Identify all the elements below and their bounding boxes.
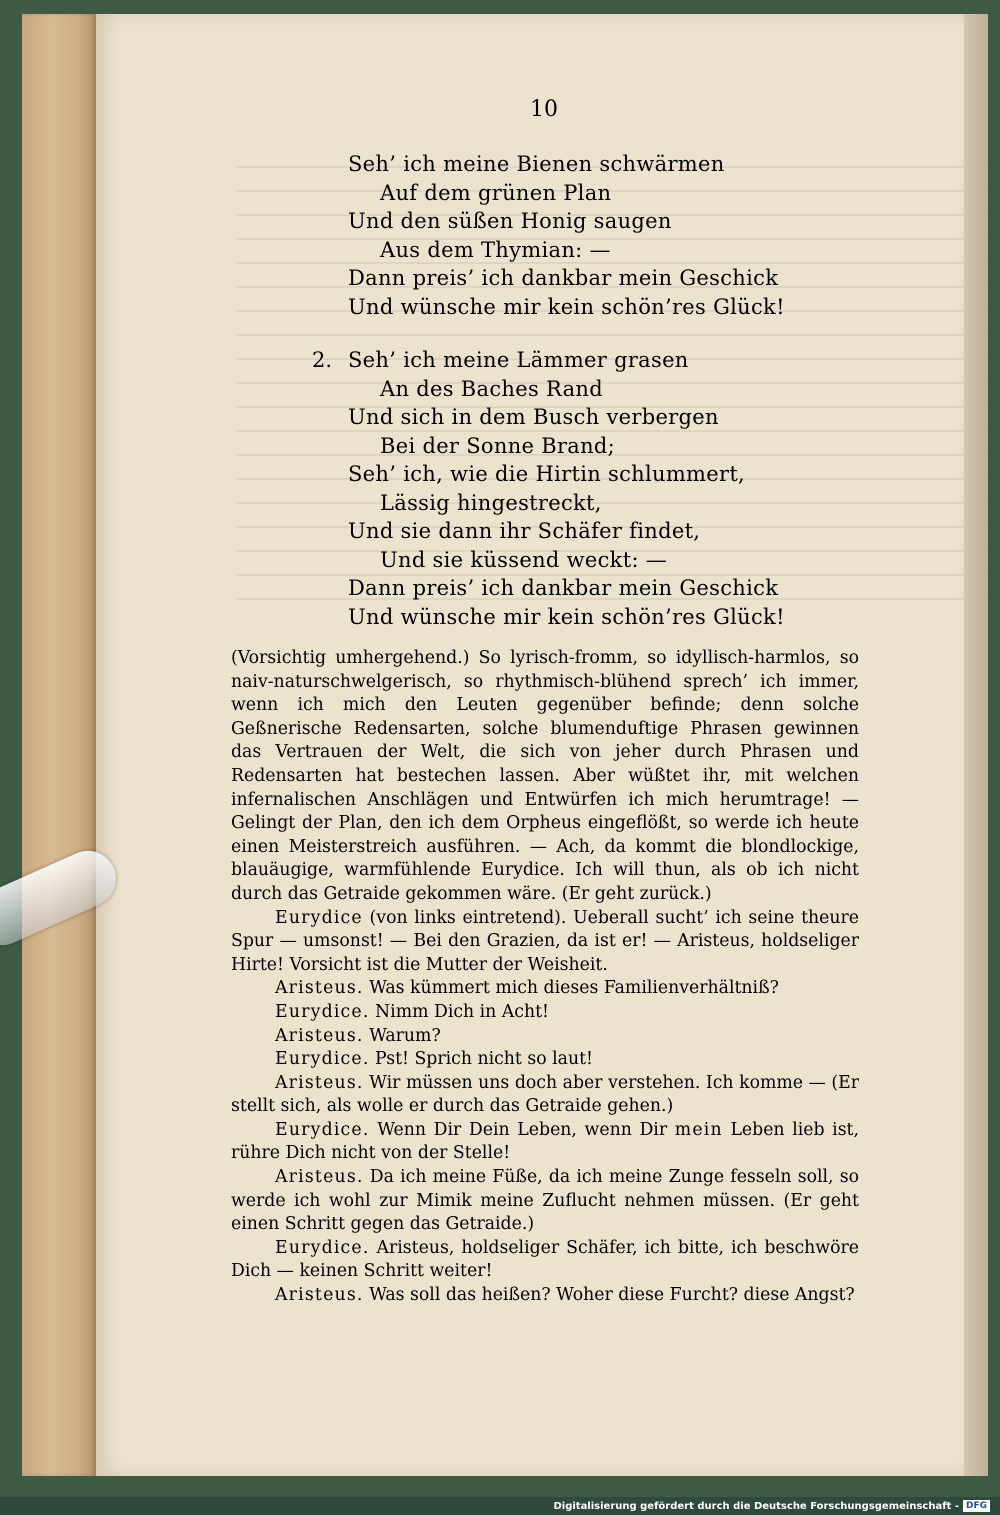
dialogue-text-run: Pst! Sprich nicht so laut! xyxy=(369,1049,593,1070)
dialogue-paragraph xyxy=(231,1048,859,1072)
speaker-name: Aristeus. xyxy=(275,1167,364,1188)
verse-line: Seh’ ich, wie die Hirtin schlummert, xyxy=(348,462,746,486)
verse-line: Dann preis’ ich dankbar mein Geschick xyxy=(348,266,779,290)
dialogue-text-run: (von links eintretend). Ueberall sucht’ ich seine theure Spur — umsonst! — Bei den Grazien, da ist er! — Aristeus, holdseliger Hirte! Vorsicht ist die Mutter der Weisheit. xyxy=(231,907,859,975)
dialogue-paragraph xyxy=(231,1025,859,1049)
speaker-name: Eurydice. xyxy=(275,1237,370,1258)
footer-text: Digitalisierung gefördert durch die Deutsche Forschungsgemeinschaft - xyxy=(553,1500,959,1512)
speaker-name: Aristeus. xyxy=(275,1025,364,1046)
dialogue-paragraph xyxy=(231,647,859,907)
speaker-name: Eurydice xyxy=(275,907,363,928)
verse-stanza-2 xyxy=(348,346,785,631)
verse-line: Aus dem Thymian: — xyxy=(380,237,611,262)
dialogue-text-run: Wir müssen uns doch aber verstehen. Ich komme — (Er stellt sich, als wolle er durch das Getraide gehen.) xyxy=(231,1072,859,1117)
dialogue-text-run: Wenn Dir Dein Leben, wenn Dir xyxy=(369,1119,675,1140)
verse-line: Auf dem grünen Plan xyxy=(380,180,612,205)
dialogue-paragraph xyxy=(231,907,859,978)
digitization-footer xyxy=(553,1499,990,1513)
speaker-name: Aristeus. xyxy=(275,1285,364,1306)
dialogue-text-run: Aristeus, holdseliger Schäfer, ich bitte, ich beschwöre Dich — keinen Schritt weiter! xyxy=(231,1237,859,1282)
page-number: 10 xyxy=(530,97,558,122)
verse-line: Und sie dann ihr Schäfer findet, xyxy=(348,519,701,543)
verse-line: Seh’ ich meine Bienen schwärmen xyxy=(348,152,725,176)
verse-line: Und sie küssend weckt: — xyxy=(380,547,668,572)
dialogue-text-run: Was soll das heißen? Woher diese Furcht? diese Angst? xyxy=(363,1285,855,1306)
dialogue-text-run: Da ich meine Füße, da ich meine Zunge fesseln soll, so werde ich wohl zur Mimik meine Zuflucht nehmen müssen. (Er geht einen Schritt gegen das Getraide.) xyxy=(231,1167,859,1235)
dialogue-text-run: Nimm Dich in Acht! xyxy=(369,1001,549,1022)
verse-line: Und sich in dem Busch verbergen xyxy=(348,405,719,429)
speaker-name: Eurydice. xyxy=(275,1119,370,1140)
dialogue-paragraph xyxy=(231,1072,859,1119)
stanza-number: 2. xyxy=(312,348,333,372)
dialogue-text-run: Warum? xyxy=(363,1025,441,1046)
dialogue-paragraph xyxy=(231,1237,859,1284)
speaker-name: mein xyxy=(674,1119,723,1140)
verse-stanza-1 xyxy=(348,150,785,321)
speaker-name: Eurydice. xyxy=(275,1001,370,1022)
verse-line: Und wünsche mir kein schön’res Glück! xyxy=(348,294,785,319)
verse-line: Bei der Sonne Brand; xyxy=(380,433,616,458)
dialogue-text-run: Leben lieb ist, rühre Dich nicht von der Stelle! xyxy=(231,1119,859,1164)
verse-line: Dann preis’ ich dankbar mein Geschick xyxy=(348,576,779,600)
verse-line: Und wünsche mir kein schön’res Glück! xyxy=(348,604,785,629)
speaker-name: Aristeus. xyxy=(275,978,364,999)
verse-line: An des Baches Rand xyxy=(380,376,603,401)
speaker-name: Eurydice. xyxy=(275,1049,370,1070)
verse-line: Und den süßen Honig saugen xyxy=(348,209,672,233)
verse-line: Lässig hingestreckt, xyxy=(380,490,602,515)
dialogue-paragraph xyxy=(231,1166,859,1237)
dialogue-paragraph xyxy=(231,1001,859,1025)
dialogue-text-run: Was kümmert mich dieses Familienverhältniß? xyxy=(363,978,779,999)
dialogue-paragraph xyxy=(231,977,859,1001)
dfg-logo: DFG xyxy=(963,1500,990,1512)
dialogue-text-run: (Vorsichtig umhergehend.) So lyrisch-fromm, so idyllisch-harmlos, so naiv-naturschwelgerisch, so rhythmisch-blühend sprech’ ich immer, wenn ich mich den Leuten gegenüber befinde; denn solche Geßnerische Redensarten, solche blumenduftige Phrasen gewinnen das Vertrauen der Welt, die sich von jeher durch Phrasen und Redensarten hat bestechen lassen. Aber wüßtet ihr, mit welchen infernalischen Anschlägen und Entwürfen ich mich herumtrage! — Gelingt der Plan, den ich dem Orpheus eingeflößt, so werde ich heute einen Meisterstreich ausführen. — Ach, da kommt die blondlockige, blauäugige, warmfühlende Eurydice. Ich will thun, als ob ich nicht durch das Getraide gekommen wäre. (Er geht zurück.) xyxy=(231,648,859,904)
page-fore-edge xyxy=(964,14,988,1476)
dialogue-text xyxy=(231,647,859,1308)
speaker-name: Aristeus. xyxy=(275,1072,364,1093)
dialogue-paragraph xyxy=(231,1119,859,1166)
book-cover-edge xyxy=(22,14,96,1476)
dialogue-paragraph xyxy=(231,1284,859,1308)
verse-line: Seh’ ich meine Lämmer grasen xyxy=(348,348,689,372)
